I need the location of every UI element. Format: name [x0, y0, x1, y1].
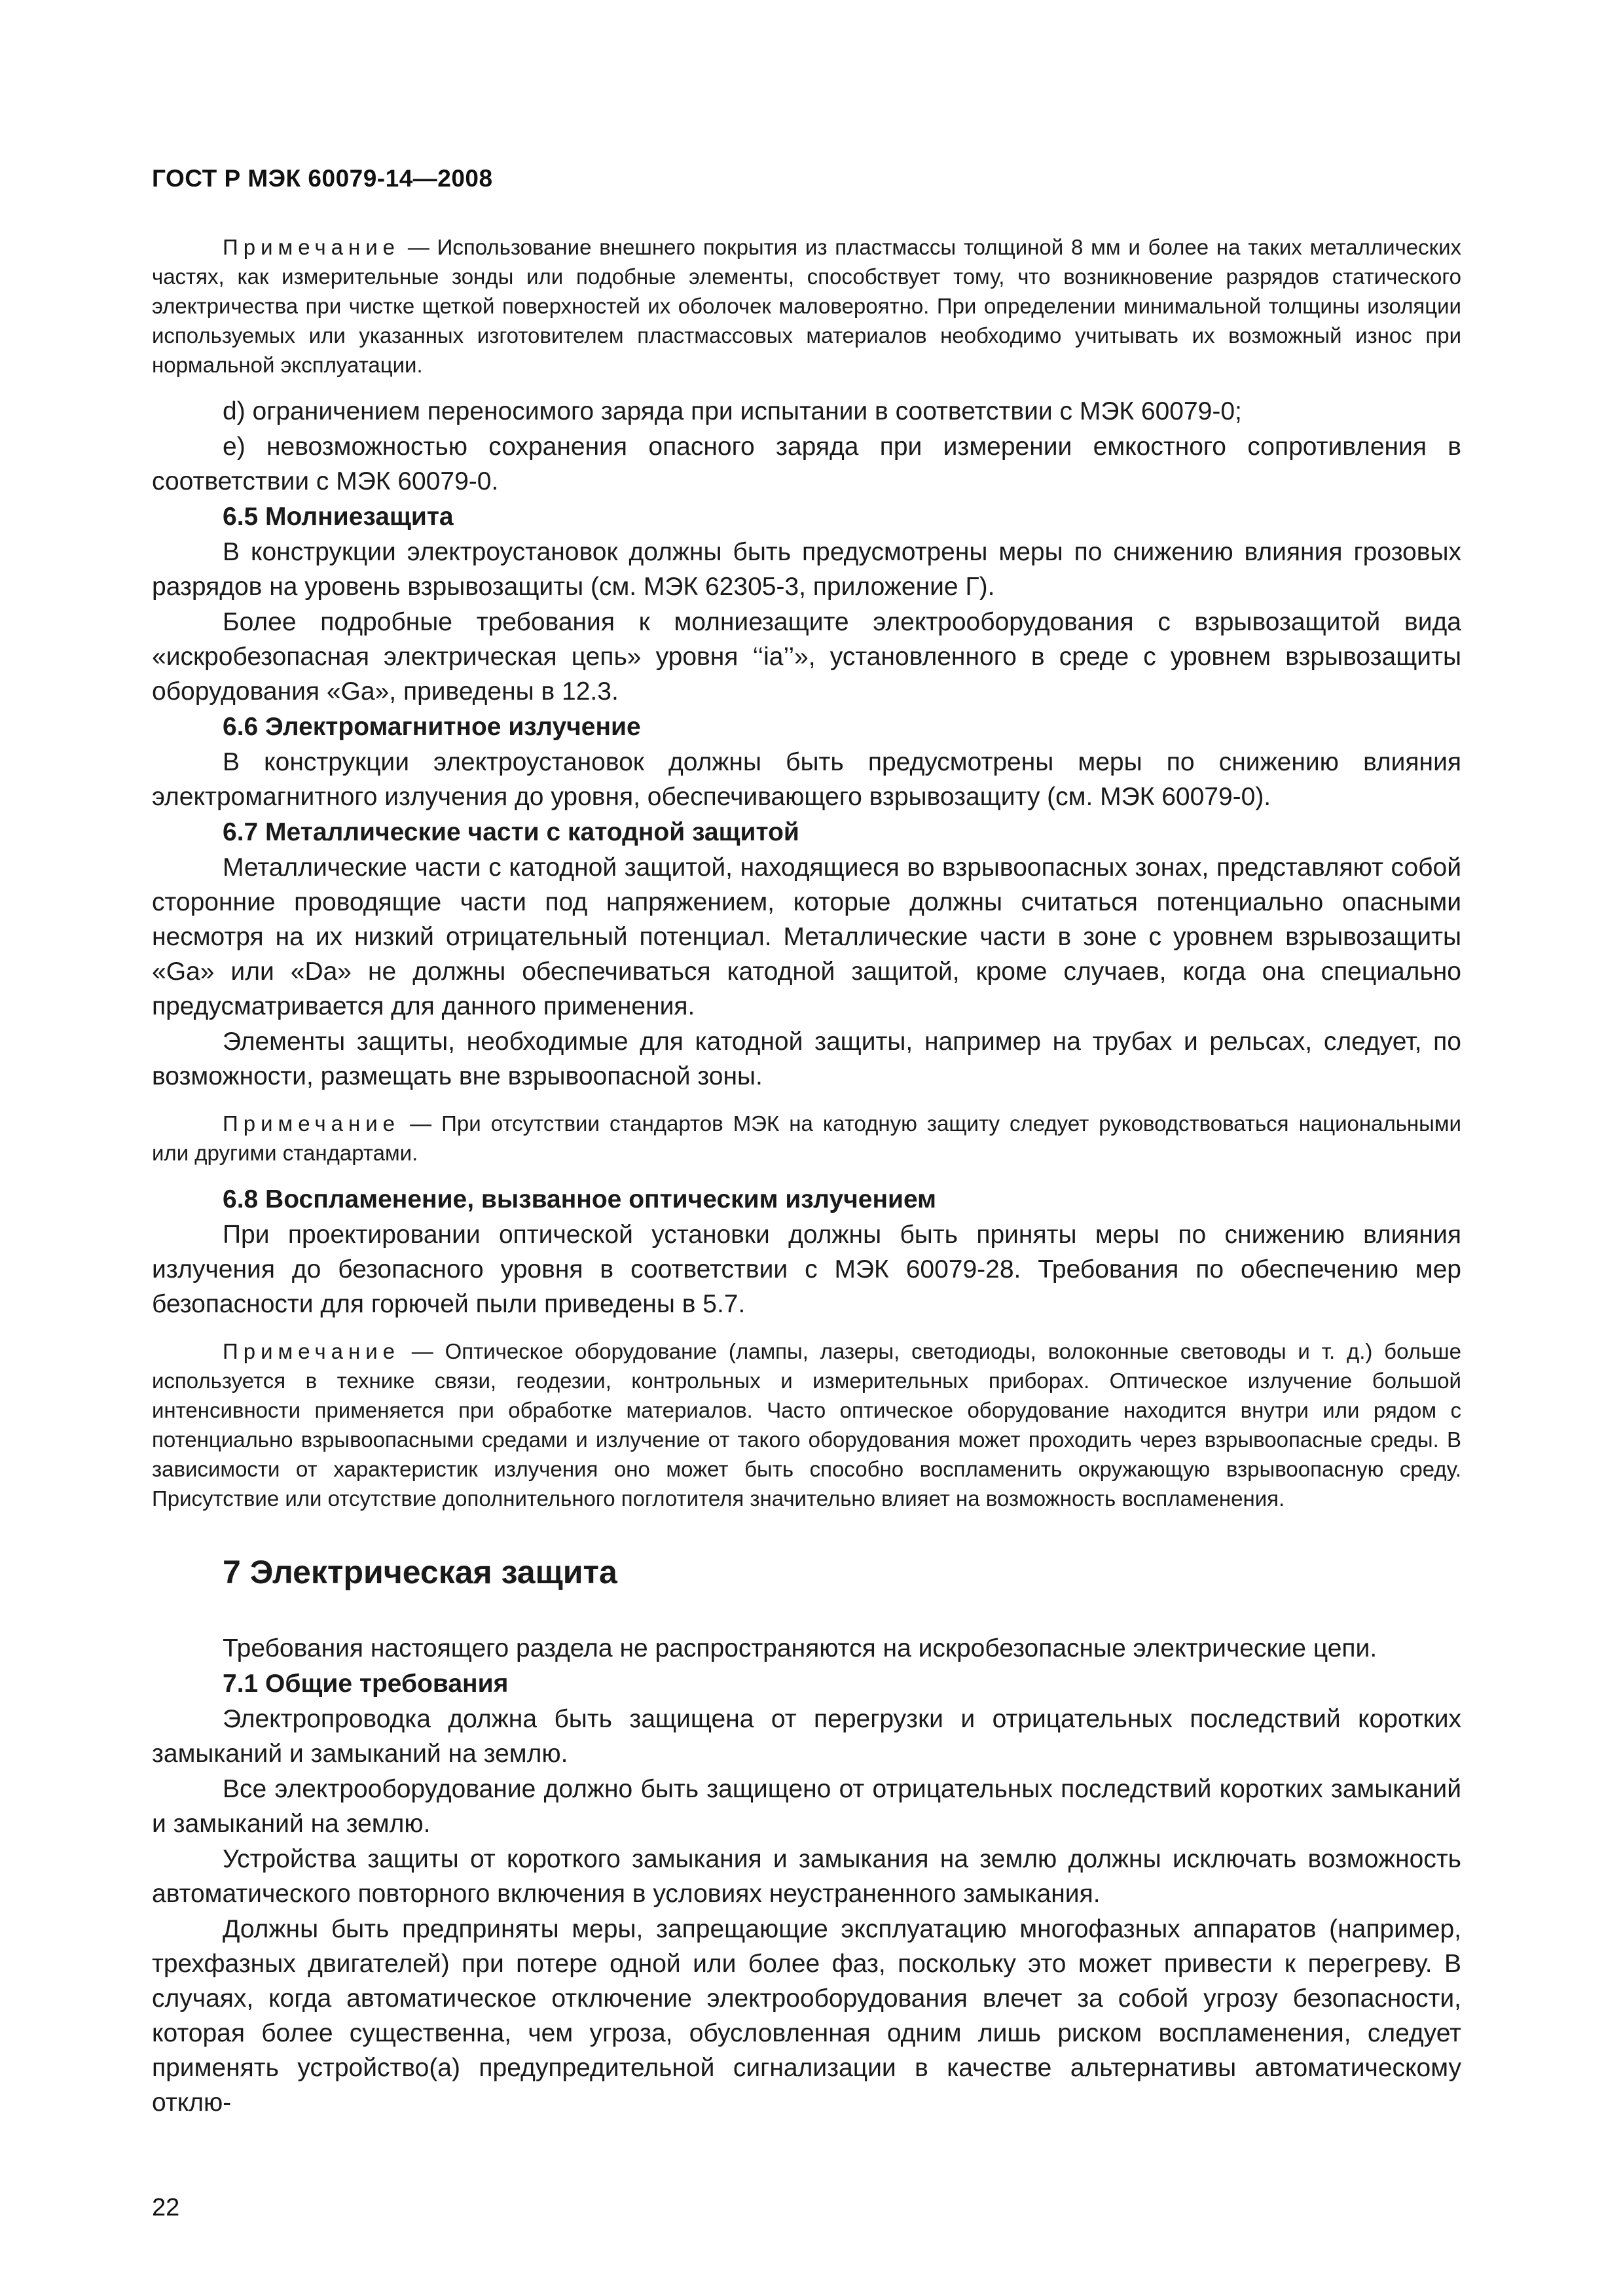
- item-d: d) ограничением переносимого заряда при испытании в соответствии с МЭК 60079-0;: [223, 397, 1242, 425]
- paragraph: В конструкции электроустановок должны быть предусмотрены меры по снижению влияния грозовых разрядов на уровень взрывозащиты (см. МЭК 62305-3, приложение Г).: [152, 538, 1461, 601]
- paragraph: Все электрооборудование должно быть защищено от отрицательных последствий коротких замыканий и замыканий на землю.: [152, 1775, 1461, 1838]
- note-text: — При отсутствии стандартов МЭК на катодную защиту следует руководствоваться национальными или другими стандартами.: [152, 1111, 1461, 1165]
- section-7-1-title: 7.1 Общие требования: [223, 1670, 509, 1698]
- note-text: — Оптическое оборудование (лампы, лазеры, светодиоды, волоконные световоды и т. д.) больше используется в технике связи, геодезии, контрольных и измерительных приборах. Оптическое излучение большой интенсивности применяется при обработке материалов. Часто оптическое оборудование находится внутри или рядом с потенциально взрывоопасными средами и излучение от такого оборудования может проходить через взрывоопасные среды. В зависимости от характеристик излучения оно может быть способно воспламенить окружающую взрывоопасную среду. Присутствие или отсутствие дополнительного поглотителя значительно влияет на возможность воспламенения.: [152, 1339, 1461, 1511]
- section-7-title: 7 Электрическая защита: [223, 1554, 617, 1590]
- paragraph: При проектировании оптической установки должны быть приняты меры по снижению влияния излучения до безопасного уровня в соответствии с МЭК 60079-28. Требования по обеспечению мер безопасности для горючей пыли приведены в 5.7.: [152, 1221, 1461, 1318]
- note-label: Примечание: [223, 235, 401, 259]
- paragraph: В конструкции электроустановок должны быть предусмотрены меры по снижению влияния электромагнитного излучения до уровня, обеспечивающего взрывозащиту (см. МЭК 60079-0).: [152, 748, 1461, 811]
- paragraph: Элементы защиты, необходимые для катодной защиты, например на трубах и рельсах, следует, по возможности, размещать вне взрывоопасной зоны.: [152, 1028, 1461, 1090]
- note-text: — Использование внешнего покрытия из пластмассы толщиной 8 мм и более на таких металлических частях, как измерительные зонды или подобные элементы, способствует тому, что возникновение разрядов статического электричества при чистке щеткой поверхностей их оболочек маловероятно. При определении минимальной толщины изоляции используемых или указанных изготовителем пластмассовых материалов необходимо учитывать их возможный износ при нормальной эксплуатации.: [152, 235, 1461, 377]
- page-number: 22: [152, 2194, 180, 2221]
- section-6-5-title: 6.5 Молниезащита: [223, 503, 454, 531]
- paragraph: Более подробные требования к молниезащите электрооборудования с взрывозащитой вида «искробезопасная электрическая цепь» уровня ‘‘ia’’», установленного в среде с уровнем взрывозащиты оборудования «Ga», приведены в 12.3.: [152, 608, 1461, 706]
- paragraph: Требования настоящего раздела не распространяются на искробезопасные электрические цепи.: [223, 1634, 1377, 1662]
- paragraph: Металлические части с катодной защитой, находящиеся во взрывоопасных зонах, представляют собой сторонние проводящие части под напряжением, которые должны считаться потенциально опасными несмотря на их низкий отрицательный потенциал. Металлические части в зоне с уровнем взрывозащиты «Ga» или «Da» не должны обеспечиваться катодной защитой, кроме случаев, когда она специально предусматривается для данного применения.: [152, 853, 1461, 1020]
- item-e: е) невозможностью сохранения опасного заряда при измерении емкостного сопротивления в соответствии с МЭК 60079-0.: [152, 433, 1461, 495]
- note-label: Примечание: [223, 1111, 401, 1136]
- section-6-7-title: 6.7 Металлические части с катодной защитой: [223, 818, 799, 846]
- note-1: [152, 232, 1461, 380]
- note-2: [152, 1109, 1461, 1168]
- section-6-6-title: 6.6 Электромагнитное излучение: [223, 713, 641, 741]
- page-content: [152, 232, 1461, 2121]
- paragraph: Устройства защиты от короткого замыкания и замыкания на землю должны исключать возможность автоматического повторного включения в условиях неустраненного замыкания.: [152, 1845, 1461, 1908]
- document-header: ГОСТ Р МЭК 60079-14—2008: [152, 165, 493, 192]
- note-3: [152, 1336, 1461, 1513]
- paragraph: Должны быть предприняты меры, запрещающие эксплуатацию многофазных аппаратов (например, трехфазных двигателей) при потере одной или более фаз, поскольку это может привести к перегреву. В случаях, когда автоматическое отключение электрооборудования влечет за собой угрозу безопасности, которая более существенна, чем угроза, обусловленная одним лишь риском воспламенения, следует применять устройство(а) предупредительной сигнализации в качестве альтернативы автоматическому отклю-: [152, 1915, 1461, 2117]
- note-label: Примечание: [223, 1339, 401, 1363]
- section-6-8-title: 6.8 Воспламенение, вызванное оптическим излучением: [223, 1185, 937, 1213]
- paragraph: Электропроводка должна быть защищена от перегрузки и отрицательных последствий коротких замыканий и замыканий на землю.: [152, 1705, 1461, 1768]
